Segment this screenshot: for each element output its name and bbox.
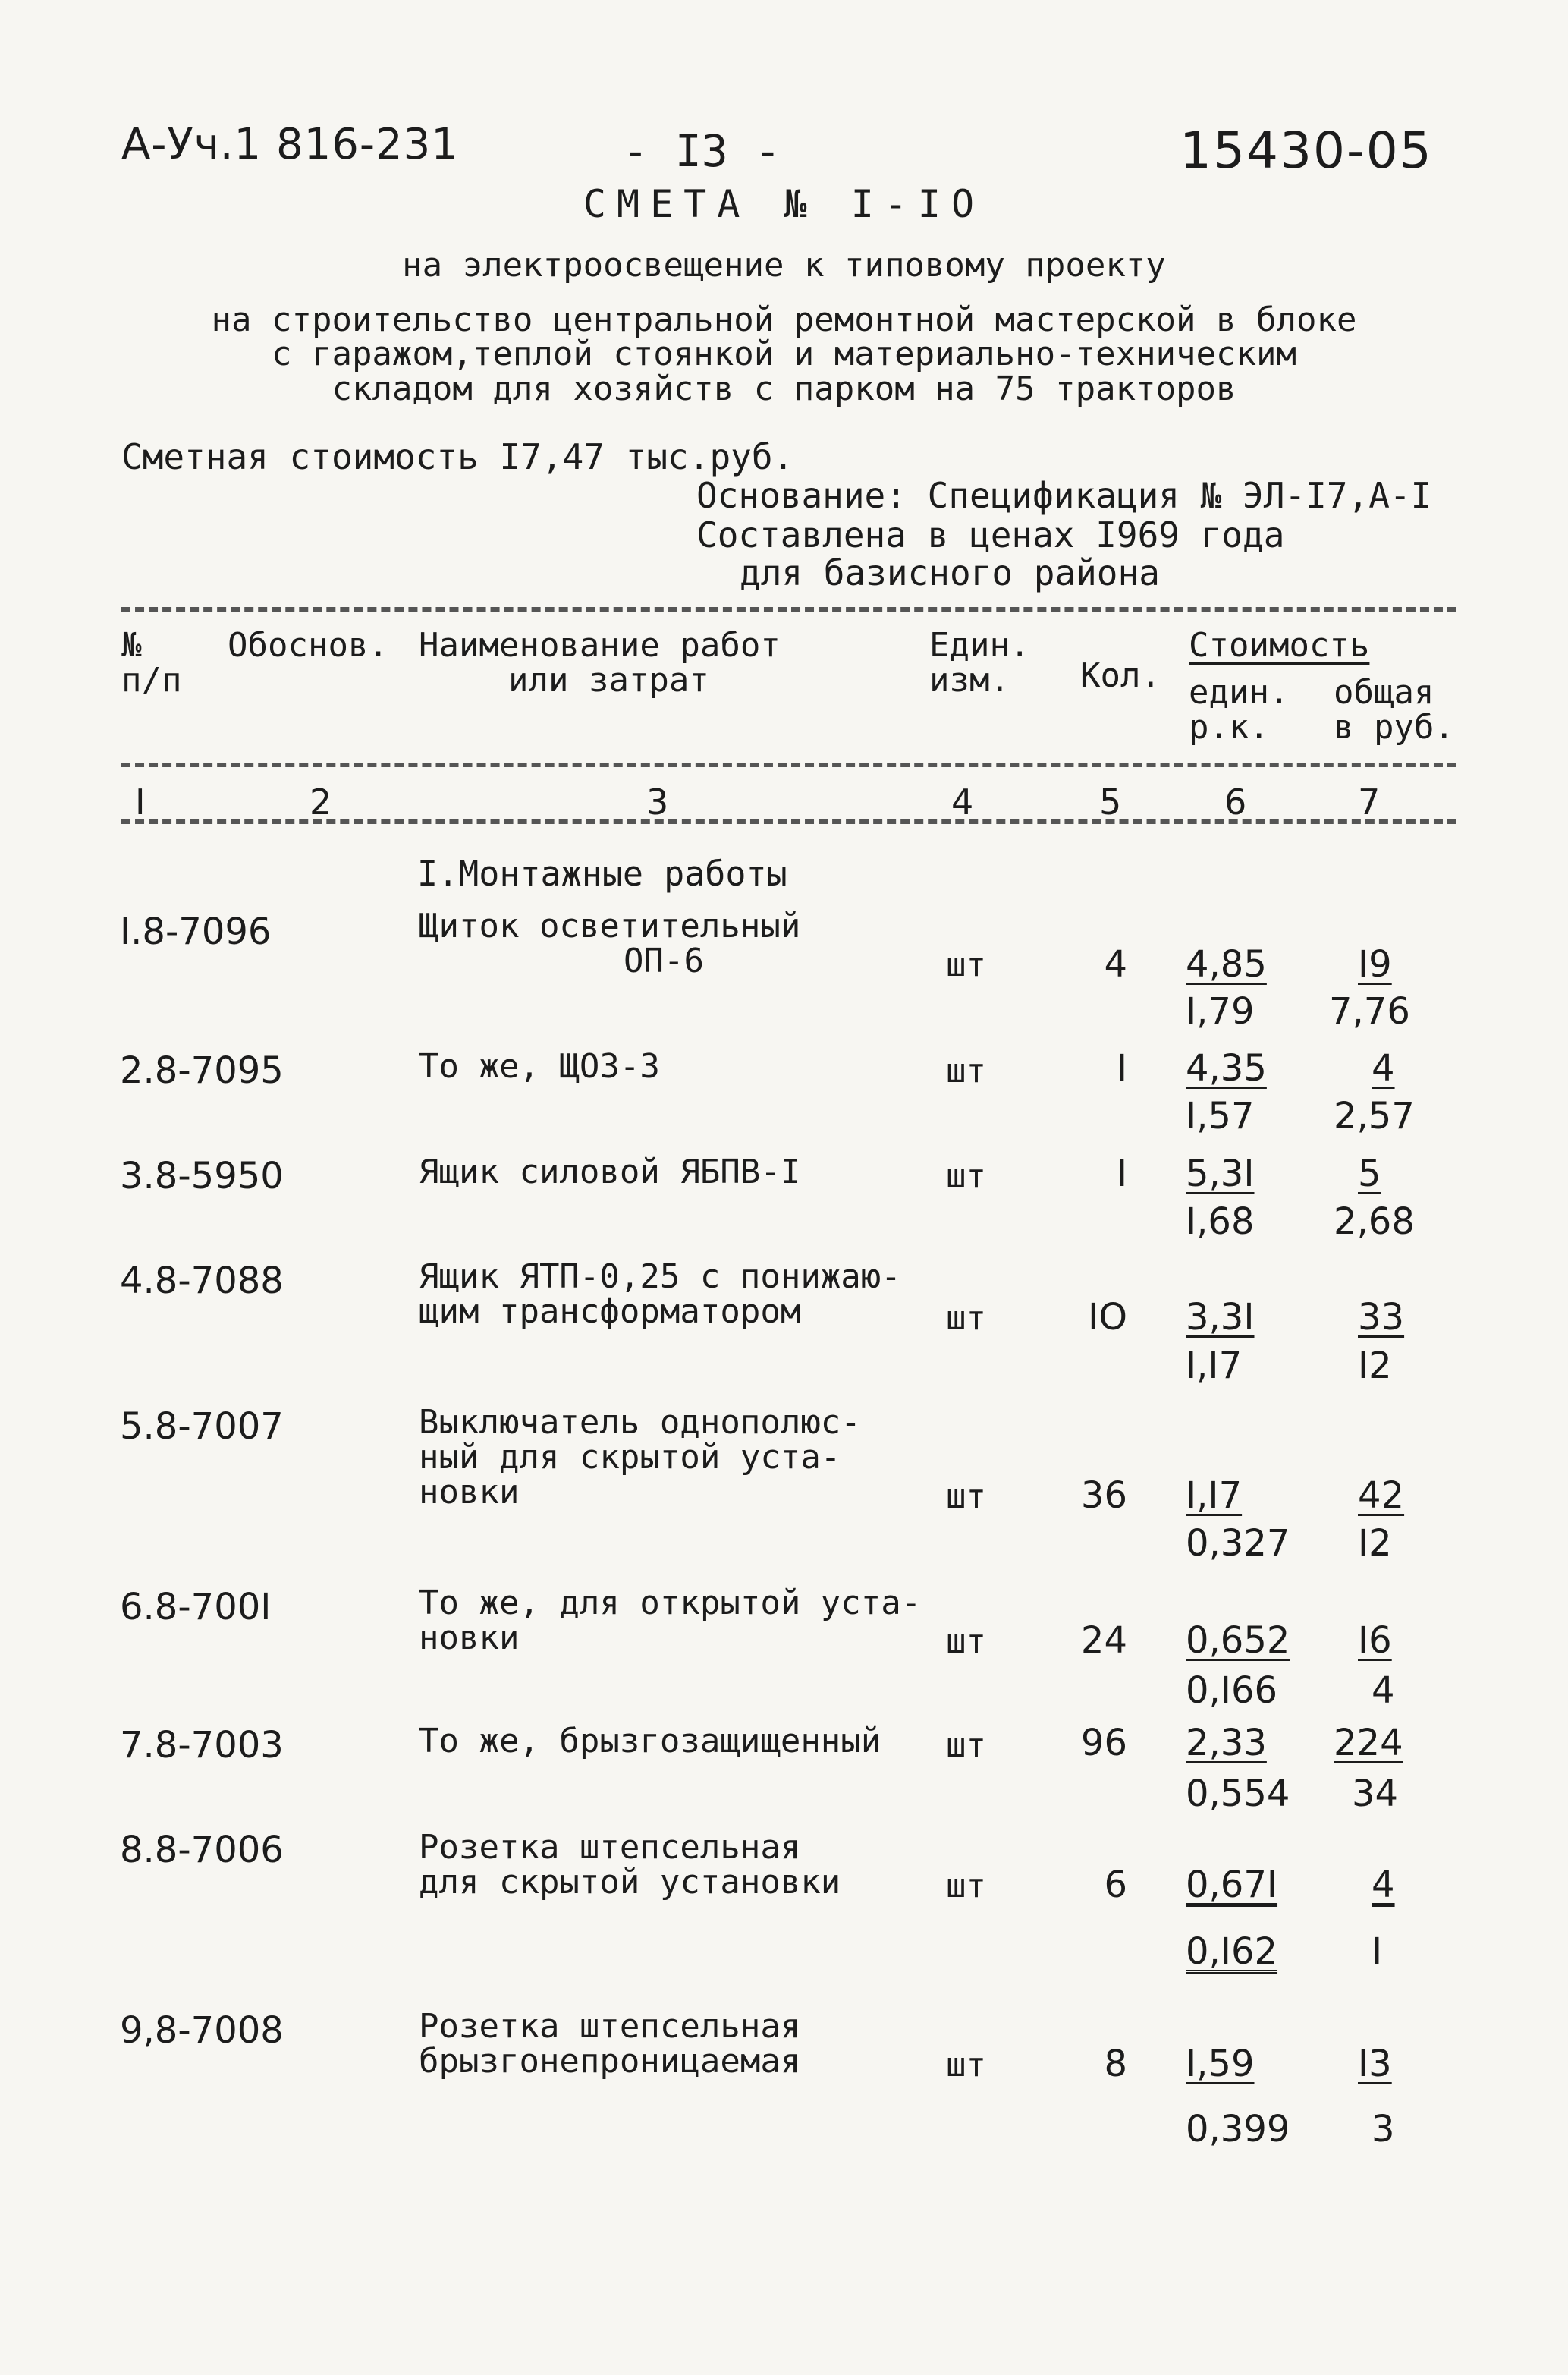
row-9-unit-price-top: I,59: [1186, 2043, 1255, 2085]
row-7-qty: 96: [1080, 1722, 1127, 1764]
row-6-basis: 6.8-700I: [120, 1586, 272, 1628]
row-7-unit: шт: [946, 1726, 986, 1765]
header-col-total: общая в руб.: [1334, 673, 1454, 747]
column-number-rule: [121, 819, 1456, 824]
col-number-4: 4: [951, 782, 974, 823]
row-8-unit: шт: [946, 1867, 986, 1905]
row-5-total-top: 42: [1358, 1474, 1405, 1517]
row-4-basis: 4.8-7088: [120, 1260, 284, 1302]
header-col-basis: Обоснов.: [228, 626, 388, 665]
row-4-unit-price-top: 3,3I: [1186, 1296, 1255, 1338]
row-6-total-bottom: 4: [1372, 1669, 1395, 1712]
row-4-unit-price-bottom: I,I7: [1186, 1345, 1243, 1387]
row-9-unit: шт: [946, 2046, 986, 2084]
document-code-right: 15430-05: [1180, 121, 1433, 180]
row-1-basis: I.8-7096: [120, 911, 272, 953]
row-9-total-bottom: 3: [1372, 2108, 1395, 2150]
row-8-total-bottom: I: [1372, 1930, 1383, 1973]
row-3-name: Ящик силовой ЯБПВ-I: [419, 1153, 801, 1191]
row-6-unit-price-top: 0,652: [1186, 1619, 1290, 1662]
row-3-total-bottom: 2,68: [1334, 1200, 1415, 1243]
row-9-qty: 8: [1104, 2043, 1127, 2085]
subtitle-line-2: на строительство центральной ремонтной мастерской в блоке: [211, 300, 1357, 339]
col-number-3: 3: [646, 782, 669, 823]
document-title: СМЕТА № I-IO: [583, 182, 985, 226]
col-number-7: 7: [1358, 782, 1381, 823]
row-4-qty: IO: [1088, 1296, 1127, 1338]
row-1-name: Щиток осветительный ОП-6: [419, 907, 801, 980]
row-7-unit-price-bottom: 0,554: [1186, 1773, 1290, 1815]
row-5-unit-price-top: I,I7: [1186, 1474, 1243, 1517]
row-2-basis: 2.8-7095: [120, 1049, 284, 1092]
table-top-rule: [121, 607, 1456, 612]
row-6-unit: шт: [946, 1622, 986, 1661]
row-2-total-bottom: 2,57: [1334, 1095, 1415, 1137]
col-number-5: 5: [1099, 782, 1122, 823]
estimated-cost: Сметная стоимость I7,47 тыс.руб.: [121, 436, 794, 477]
row-8-basis: 8.8-7006: [120, 1829, 284, 1871]
header-col-unit-price: един. р.к.: [1189, 673, 1290, 747]
row-3-qty: I: [1116, 1153, 1127, 1195]
row-2-unit: шт: [946, 1052, 986, 1090]
row-8-total-top: 4: [1372, 1864, 1395, 1906]
row-2-name: То же, ЩОЗ-3: [419, 1047, 660, 1086]
row-9-name: Розетка штепсельная брызгонепроницаемая: [419, 2007, 801, 2081]
row-1-total-top: I9: [1358, 943, 1392, 986]
header-col-unit: Един. изм.: [929, 626, 1030, 700]
row-4-name: Ящик ЯТП-0,25 с понижаю- щим трансформатором: [419, 1257, 901, 1331]
row-1-total-bottom: 7,76: [1329, 990, 1410, 1033]
row-1-qty: 4: [1104, 943, 1127, 986]
basis-line-2: Составлена в ценах I969 года: [696, 514, 1285, 555]
row-5-name: Выключатель однополюс- ный для скрытой уста- новки: [419, 1403, 861, 1512]
row-1-unit-price-bottom: I,79: [1186, 990, 1255, 1033]
row-8-qty: 6: [1104, 1864, 1127, 1906]
row-3-total-top: 5: [1358, 1153, 1381, 1195]
section-title: I.Монтажные работы: [417, 854, 787, 894]
row-6-qty: 24: [1080, 1619, 1127, 1662]
row-9-unit-price-bottom: 0,399: [1186, 2108, 1290, 2150]
row-1-unit: шт: [946, 945, 986, 984]
row-4-unit: шт: [946, 1299, 986, 1338]
row-6-total-top: I6: [1358, 1619, 1392, 1662]
row-2-unit-price-bottom: I,57: [1186, 1095, 1255, 1137]
row-3-unit-price-bottom: I,68: [1186, 1200, 1255, 1243]
row-6-name: То же, для открытой уста- новки: [419, 1584, 922, 1657]
row-9-total-top: I3: [1358, 2043, 1392, 2085]
row-7-total-top: 224: [1334, 1722, 1403, 1764]
row-8-name: Розетка штепсельная для скрытой установки: [419, 1828, 841, 1902]
subtitle-line-4: складом для хозяйств с парком на 75 тракторов: [332, 370, 1236, 408]
row-2-unit-price-top: 4,35: [1186, 1047, 1267, 1090]
row-3-unit: шт: [946, 1157, 986, 1196]
header-col-cost: Стоимость: [1189, 626, 1370, 665]
header-col-qty: Кол.: [1080, 656, 1161, 695]
row-7-basis: 7.8-7003: [120, 1724, 284, 1766]
row-7-total-bottom: 34: [1352, 1773, 1399, 1815]
col-number-6: 6: [1224, 782, 1247, 823]
subtitle-line-3: с гаражом,теплой стоянкой и материально-техническим: [271, 335, 1296, 373]
basis-line-1: Основание: Спецификация № ЭЛ-I7,А-I: [696, 475, 1432, 516]
row-5-qty: 36: [1080, 1474, 1127, 1517]
subtitle-line-1: на электроосвещение к типовому проекту: [402, 246, 1166, 285]
row-5-basis: 5.8-7007: [120, 1405, 284, 1448]
row-8-unit-price-top: 0,67I: [1186, 1864, 1278, 1906]
row-4-total-top: 33: [1358, 1296, 1405, 1338]
row-7-name: То же, брызгозащищенный: [419, 1722, 881, 1760]
header-col-name: Наименование работ или затрат: [419, 626, 781, 700]
row-7-unit-price-top: 2,33: [1186, 1722, 1267, 1764]
row-2-qty: I: [1116, 1047, 1127, 1090]
row-3-unit-price-top: 5,3I: [1186, 1153, 1255, 1195]
row-5-unit-price-bottom: 0,327: [1186, 1522, 1290, 1565]
row-6-unit-price-bottom: 0,I66: [1186, 1669, 1278, 1712]
row-8-unit-price-bottom: 0,I62: [1186, 1930, 1278, 1973]
row-2-total-top: 4: [1372, 1047, 1395, 1090]
row-1-unit-price-top: 4,85: [1186, 943, 1267, 986]
row-9-basis: 9,8-7008: [120, 2009, 284, 2052]
row-4-total-bottom: I2: [1358, 1345, 1392, 1387]
col-number-1: I: [135, 782, 146, 823]
document-code-left: А-Уч.1 816-231: [121, 120, 459, 169]
page-number: - I3 -: [622, 125, 781, 177]
row-5-unit: шт: [946, 1477, 986, 1516]
table-header-rule: [121, 763, 1456, 767]
col-number-2: 2: [310, 782, 332, 823]
row-5-total-bottom: I2: [1358, 1522, 1392, 1565]
header-col-no: № п/п: [121, 626, 182, 700]
row-3-basis: 3.8-5950: [120, 1155, 284, 1197]
basis-line-3: для базисного района: [740, 552, 1160, 593]
